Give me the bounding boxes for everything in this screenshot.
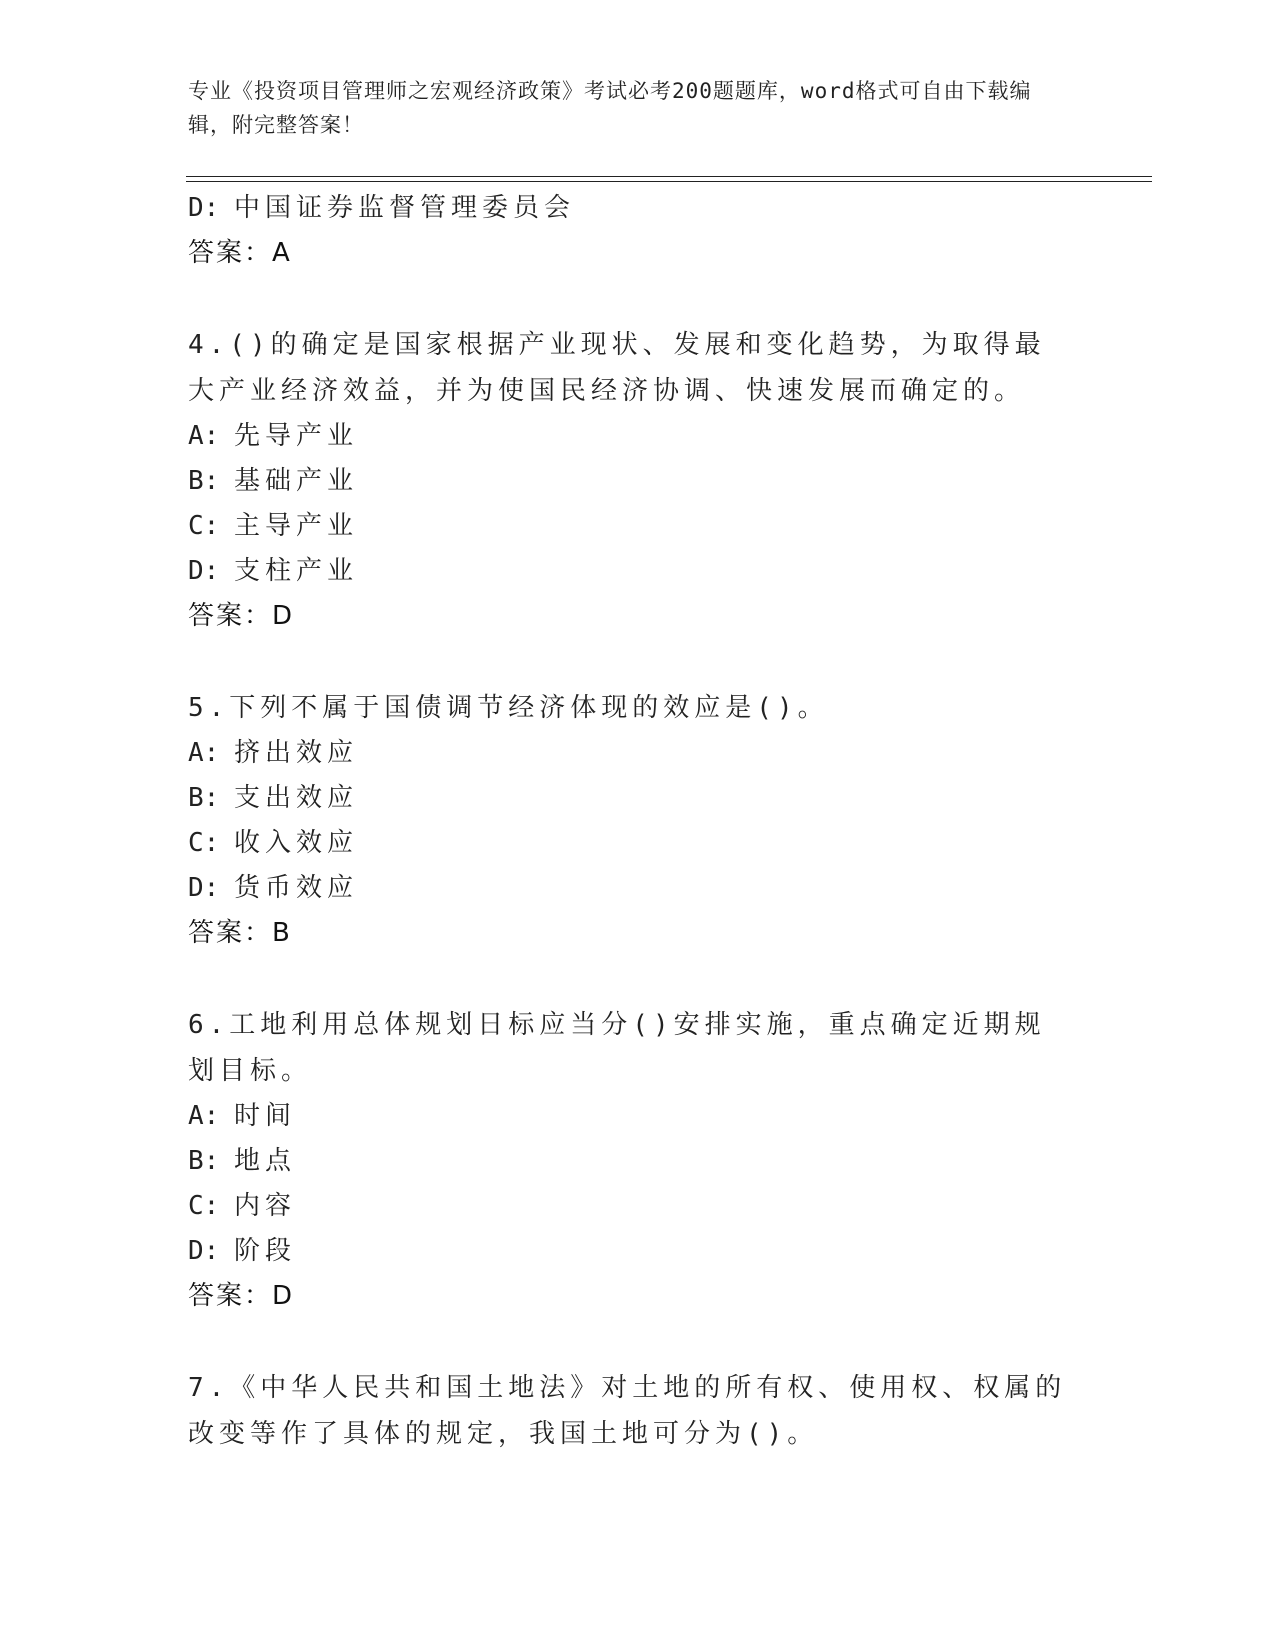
option-key: D: xyxy=(188,1236,220,1266)
option-line xyxy=(188,414,1068,459)
option-line xyxy=(188,504,1068,549)
option-text: 支出效应 xyxy=(234,783,359,813)
answer-line: 答案：B xyxy=(188,918,292,948)
option-line xyxy=(188,1184,1068,1229)
option-line xyxy=(188,186,1068,231)
answer-line: 答案：D xyxy=(188,601,295,631)
option-text: 中国证券监督管理委员会 xyxy=(234,193,576,223)
option-line xyxy=(188,1139,1068,1184)
option-line xyxy=(188,1094,1068,1139)
option-line xyxy=(188,549,1068,594)
option-text: 主导产业 xyxy=(234,511,359,541)
option-key: A: xyxy=(188,738,220,768)
option-text: 地点 xyxy=(234,1146,297,1176)
option-text: 收入效应 xyxy=(234,828,359,858)
option-line xyxy=(188,821,1068,866)
option-key: C: xyxy=(188,1191,220,1221)
option-key: B: xyxy=(188,783,220,813)
header-divider xyxy=(186,176,1152,182)
option-text: 基础产业 xyxy=(234,466,359,496)
question-stem: 5.下列不属于国债调节经济体现的效应是()。 xyxy=(188,693,829,723)
option-key: D: xyxy=(188,873,220,903)
option-text: 挤出效应 xyxy=(234,738,359,768)
option-key: C: xyxy=(188,828,220,858)
document-body xyxy=(188,186,1068,1457)
option-key: D: xyxy=(188,556,220,586)
option-text: 阶段 xyxy=(234,1236,297,1266)
document-header: 专业《投资项目管理师之宏观经济政策》考试必考200题题库，word格式可自由下载编辑，附完整答案！ xyxy=(188,79,1032,137)
question-stem: 6.工地利用总体规划日标应当分()安排实施，重点确定近期规划目标。 xyxy=(188,1010,1046,1086)
answer-line: 答案：D xyxy=(188,1281,295,1311)
option-key: A: xyxy=(188,1101,220,1131)
option-line xyxy=(188,866,1068,911)
option-text: 支柱产业 xyxy=(234,556,359,586)
option-key: C: xyxy=(188,511,220,541)
question-stem: 4.()的确定是国家根据产业现状、发展和变化趋势，为取得最大产业经济效益，并为使国民经济协调、快速发展而确定的。 xyxy=(188,330,1046,406)
option-line xyxy=(188,459,1068,504)
option-key: B: xyxy=(188,1146,220,1176)
option-text: 货币效应 xyxy=(234,873,359,903)
question-stem: 7.《中华人民共和国土地法》对土地的所有权、使用权、权属的改变等作了具体的规定，我国土地可分为()。 xyxy=(188,1373,1067,1449)
option-text: 时间 xyxy=(234,1101,297,1131)
answer-line: 答案：A xyxy=(188,238,292,268)
option-line xyxy=(188,1229,1068,1274)
option-text: 内容 xyxy=(234,1191,297,1221)
option-key: D: xyxy=(188,193,220,223)
option-line xyxy=(188,776,1068,821)
option-text: 先导产业 xyxy=(234,421,359,451)
option-line xyxy=(188,731,1068,776)
option-key: A: xyxy=(188,421,220,451)
option-key: B: xyxy=(188,466,220,496)
